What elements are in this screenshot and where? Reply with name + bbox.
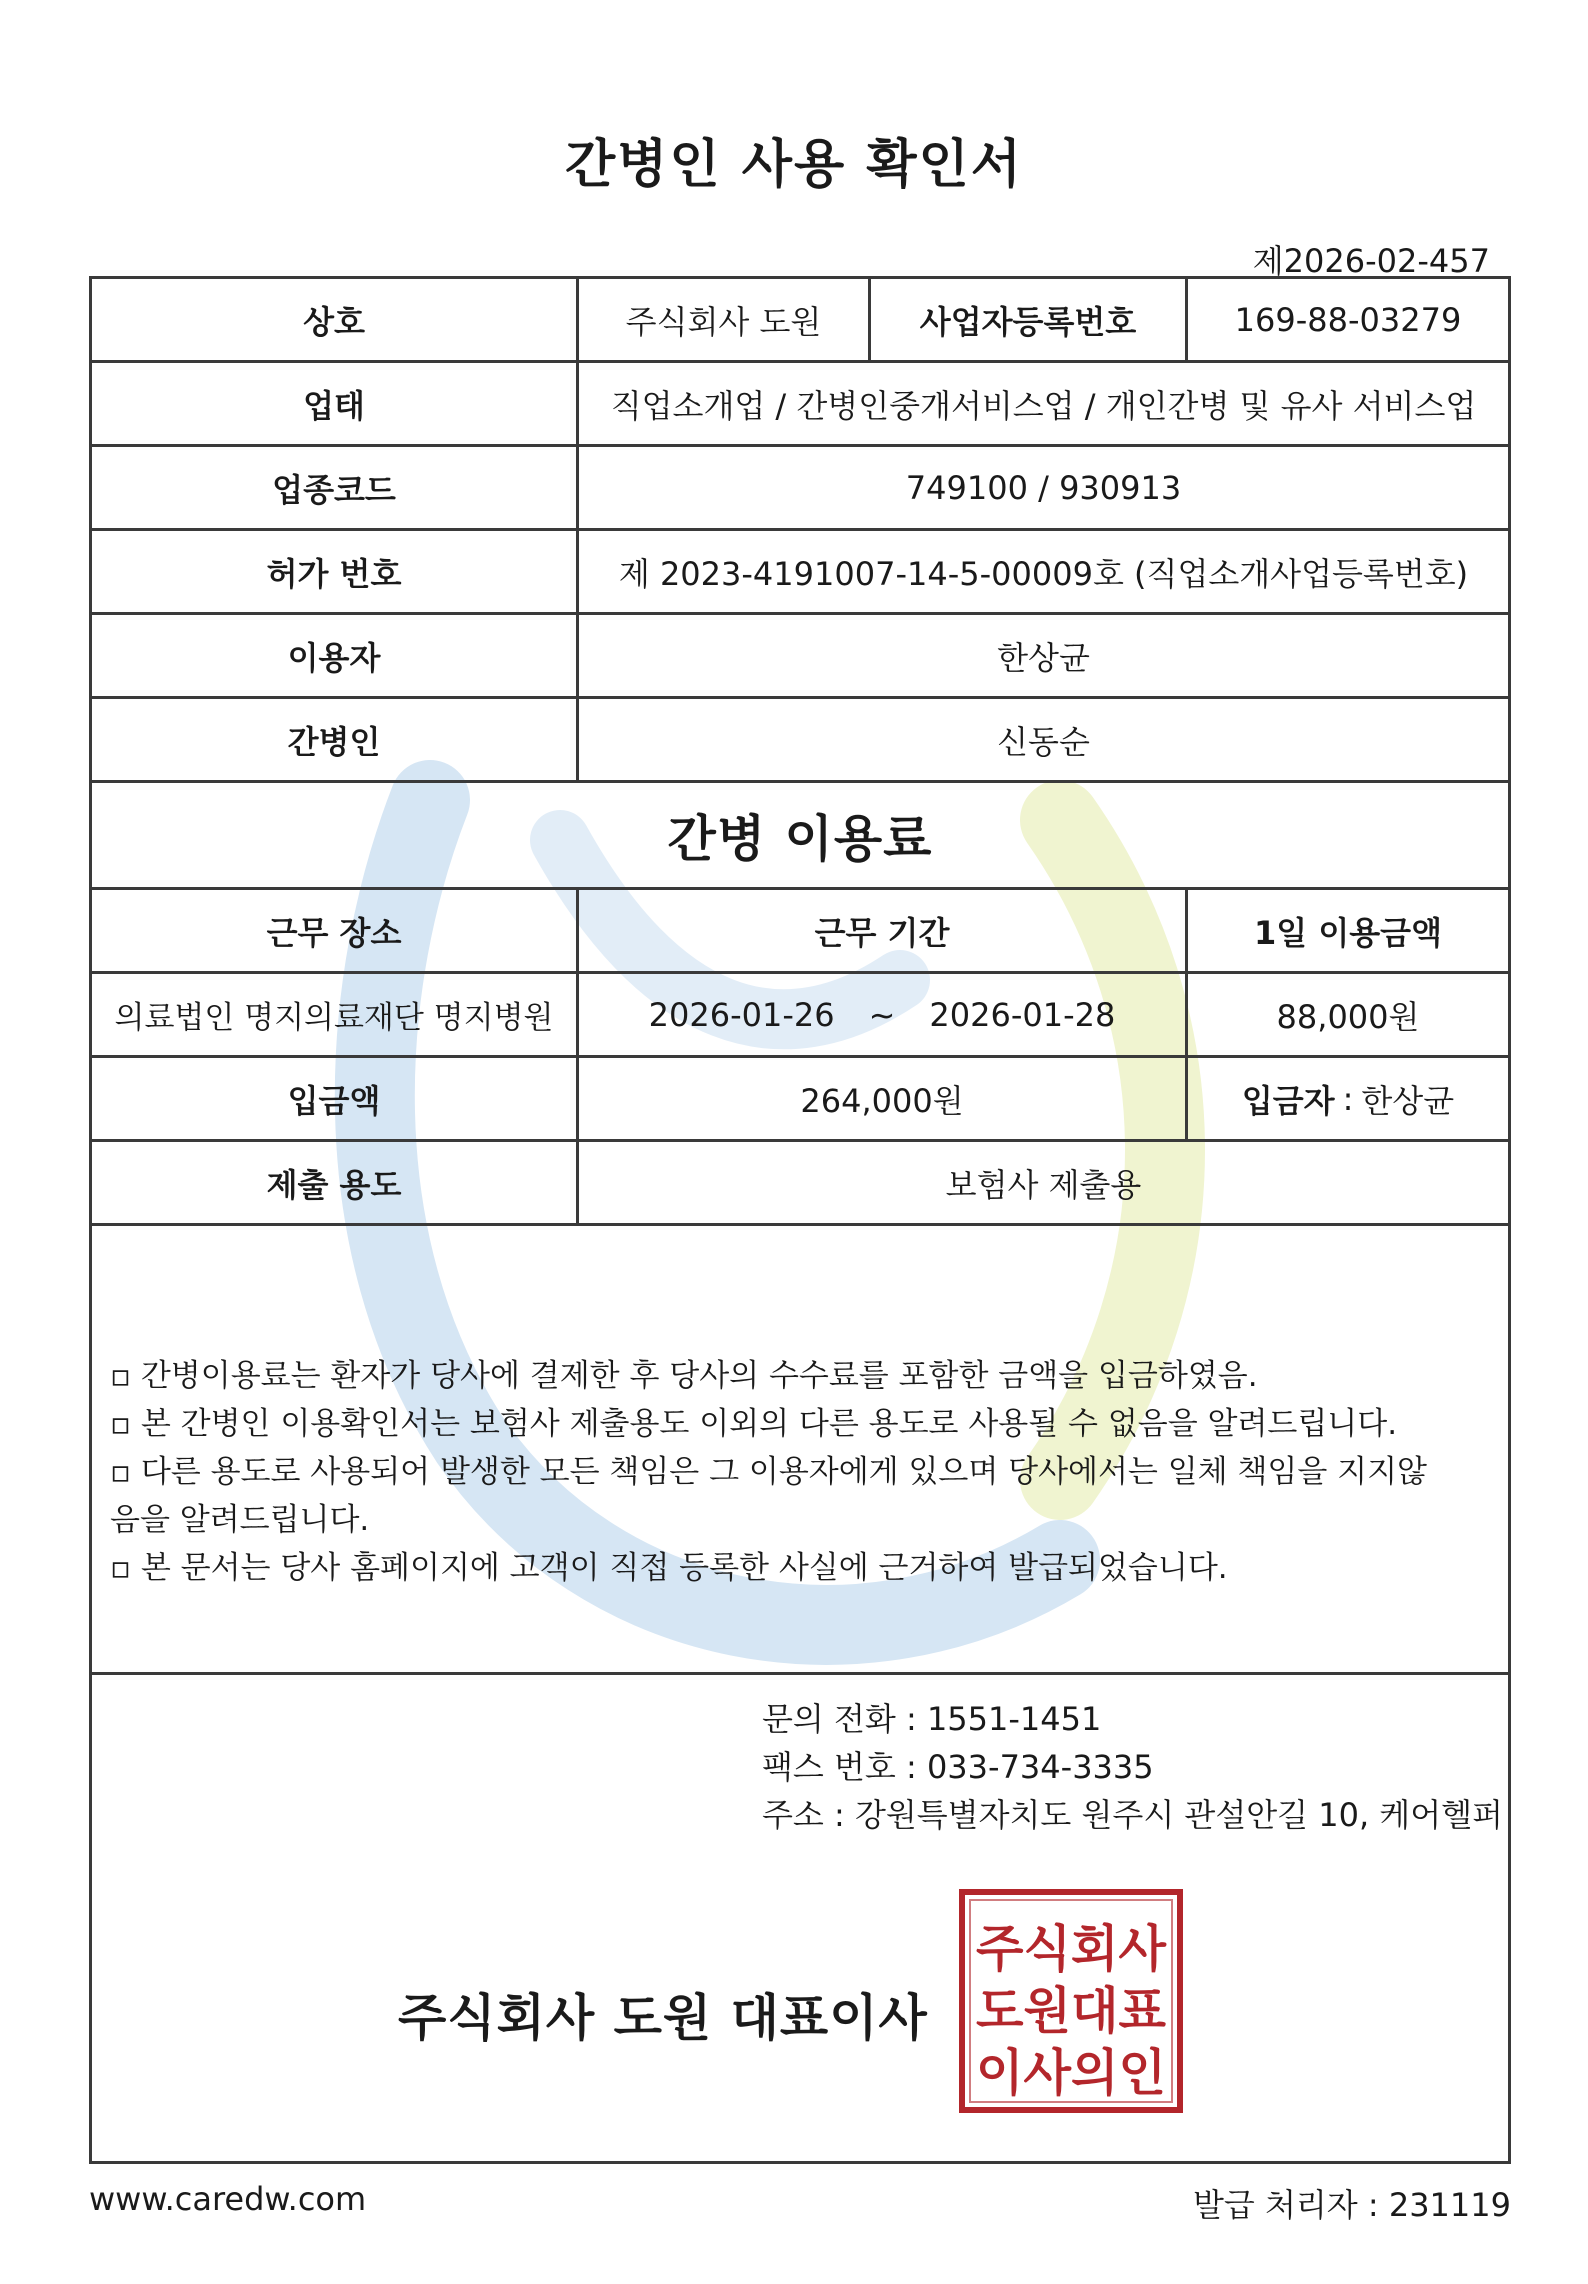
work-place-label: 근무 장소 (89, 887, 579, 974)
company-label: 상호 (89, 276, 579, 363)
notice-item: ▫ 다른 용도로 사용되어 발생한 모든 책임은 그 이용자에게 있으며 당사에서는 일체 책임을 지지않 (110, 1454, 1428, 1490)
business-type-value: 직업소개업 / 간병인중개서비스업 / 개인간병 및 유사 서비스업 (576, 360, 1511, 447)
biz-reg-label: 사업자등록번호 (868, 276, 1188, 363)
svg-text:도원대표: 도원대표 (976, 1982, 1167, 2040)
caregiver-value: 신동순 (576, 696, 1511, 783)
purpose-value: 보험사 제출용 (576, 1139, 1511, 1226)
section-divider (89, 1672, 1511, 1675)
permit-value: 제 2023-4191007-14-5-00009호 (직업소개사업등록번호) (576, 528, 1511, 615)
work-period-value (576, 971, 1188, 1058)
work-period-label: 근무 기간 (576, 887, 1188, 974)
user-value: 한상균 (576, 612, 1511, 699)
notice-item: 음을 알려드립니다. (110, 1502, 370, 1538)
notice-item: ▫ 본 문서는 당사 홈페이지에 고객이 직접 등록한 사실에 근거하여 발급되었습니다. (110, 1550, 1228, 1586)
document-number: 제2026-02-457 (1252, 242, 1490, 280)
fee-section-title: 간병 이용료 (89, 780, 1511, 890)
notice-list (110, 1352, 1490, 1592)
document-title: 간병인 사용 확인서 (564, 135, 1024, 195)
deposit-value: 264,000원 (576, 1055, 1188, 1142)
biz-reg-value: 169-88-03279 (1185, 276, 1511, 363)
contact-phone: 문의 전화 : 1551-1451 (762, 1700, 1102, 1738)
issuer-id: 발급 처리자 : 231119 (1192, 2186, 1511, 2224)
company-value: 주식회사 도원 (576, 276, 871, 363)
period-start: 2026-01-26 (648, 995, 835, 1034)
daily-fee-label: 1일 이용금액 (1185, 887, 1511, 974)
period-separator: ~ (868, 995, 896, 1034)
work-place-value: 의료법인 명지의료재단 명지병원 (89, 971, 579, 1058)
depositor-label: 입금자 (1241, 1081, 1335, 1120)
industry-code-label: 업종코드 (89, 444, 579, 531)
notice-item: ▫ 본 간병인 이용확인서는 보험사 제출용도 이외의 다른 용도로 사용될 수 없음을 알려드립니다. (110, 1406, 1398, 1442)
depositor: 입금자 : 한상균 (1185, 1055, 1511, 1142)
contact-fax: 팩스 번호 : 033-734-3335 (762, 1748, 1154, 1786)
svg-text:이사의인: 이사의인 (976, 2044, 1166, 2102)
company-seal-stamp (958, 1888, 1184, 2114)
period-end: 2026-01-28 (929, 995, 1116, 1034)
depositor-value: 한상균 (1361, 1081, 1455, 1120)
industry-code-value: 749100 / 930913 (576, 444, 1511, 531)
caregiver-label: 간병인 (89, 696, 579, 783)
permit-label: 허가 번호 (89, 528, 579, 615)
contact-address: 주소 : 강원특별자치도 원주시 관설안길 10, 케어헬퍼 (762, 1796, 1503, 1834)
deposit-label: 입금액 (89, 1055, 579, 1142)
contact-info (762, 1695, 1503, 1839)
website-url: www.caredw.com (89, 2180, 367, 2218)
company-representative: 주식회사 도원 대표이사 (398, 1989, 928, 2047)
notice-item: ▫ 간병이용료는 환자가 당사에 결제한 후 당사의 수수료를 포함한 금액을 입금하였음. (110, 1358, 1258, 1394)
user-label: 이용자 (89, 612, 579, 699)
svg-text:주식회사: 주식회사 (976, 1920, 1167, 1978)
purpose-label: 제출 용도 (89, 1139, 579, 1226)
daily-fee-value: 88,000원 (1185, 971, 1511, 1058)
business-type-label: 업태 (89, 360, 579, 447)
